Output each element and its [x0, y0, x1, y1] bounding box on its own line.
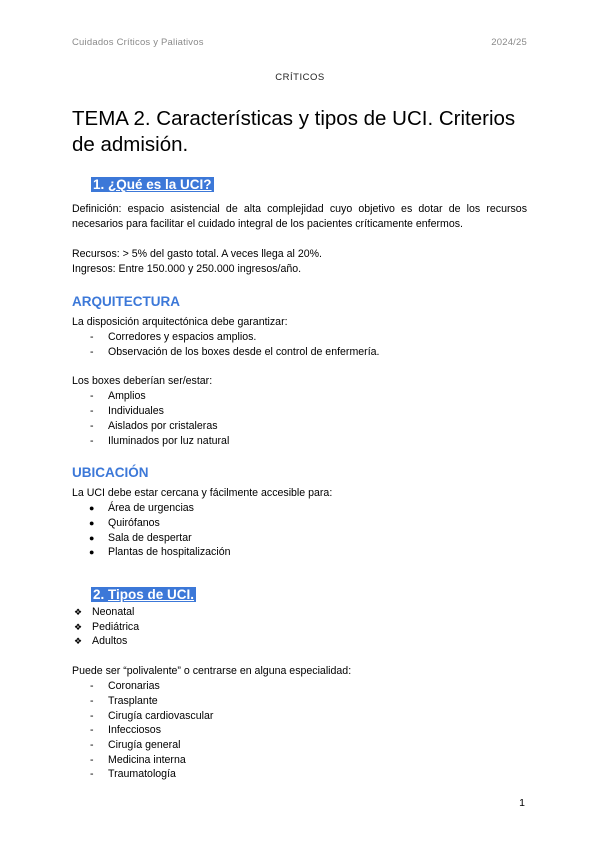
section-heading-text: ¿Qué es la UCI? [108, 177, 212, 192]
dash-bullet: - [90, 768, 94, 781]
section-number: 2. [93, 587, 105, 603]
dash-bullet: - [90, 390, 94, 403]
boxes-list [72, 389, 527, 448]
list-item: ● Sala de despertar [89, 531, 192, 544]
diamond-bullet-icon: ❖ [74, 636, 83, 647]
list-item: - Coronarias [90, 680, 160, 693]
running-header-year: 2024/25 [491, 37, 527, 48]
specialty-intro: Puede ser “polivalente” o centrarse en alguna especialidad: [72, 665, 352, 678]
diamond-bullet-icon: ❖ [74, 607, 83, 618]
list-item: - Amplios [90, 390, 146, 403]
list-item: - Corredores y espacios amplios. [90, 331, 257, 343]
section-heading-que-es-uci [91, 176, 527, 194]
dash-bullet: - [90, 680, 94, 693]
section-heading-text: Tipos de UCI. [108, 587, 195, 603]
boxes-intro: Los boxes deberían ser/estar: [72, 375, 213, 388]
section-number: 1. [93, 177, 105, 192]
ubicacion-list [72, 501, 527, 560]
list-item: - Trasplante [90, 694, 158, 707]
running-header-course: Cuidados Críticos y Paliativos [72, 37, 204, 48]
income-line: Ingresos: Entre 150.000 y 250.000 ingresos/año. [72, 263, 302, 275]
list-item: ❖ Neonatal [74, 606, 135, 619]
uci-types-list [72, 605, 527, 649]
dot-bullet-icon: ● [89, 503, 95, 514]
dash-bullet: - [90, 419, 94, 432]
section-heading-tipos-uci [91, 586, 527, 604]
arquitectura-intro: La disposición arquitectónica debe garantizar: [72, 316, 288, 328]
list-item: ● Área de urgencias [89, 502, 194, 515]
page-content [72, 106, 527, 782]
list-item: - Individuales [90, 405, 164, 418]
specialty-list [72, 679, 527, 782]
arquitectura-list [72, 330, 527, 359]
section-heading-ubicacion: UBICACIÓN [72, 465, 149, 481]
list-item: - Medicina interna [90, 753, 186, 766]
list-item: - Aislados por cristaleras [90, 419, 218, 432]
dot-bullet-icon: ● [89, 547, 95, 558]
list-item: - Observación de los boxes desde el control de enfermería. [90, 345, 380, 358]
section-heading-arquitectura: ARQUITECTURA [72, 294, 180, 309]
dash-bullet: - [90, 709, 94, 722]
dash-bullet: - [90, 724, 94, 737]
dash-bullet: - [90, 753, 94, 766]
dash-bullet: - [90, 738, 94, 751]
list-item: ❖ Adultos [74, 635, 128, 648]
dash-bullet: - [90, 694, 94, 707]
dash-bullet: - [90, 345, 94, 358]
ubicacion-intro: La UCI debe estar cercana y fácilmente accesible para: [72, 487, 333, 500]
diamond-bullet-icon: ❖ [74, 621, 83, 632]
list-item: - Infecciosos [90, 724, 161, 737]
dot-bullet-icon: ● [89, 517, 95, 528]
dash-bullet: - [90, 405, 94, 418]
list-item: ● Plantas de hospitalización [89, 546, 231, 559]
definition-paragraph: Definición: espacio asistencial de alta complejidad cuyo objetivo es dotar de los recursos necesarios para facilitar el cuidado integral de los pacientes críticamente enfermos. [72, 203, 527, 230]
list-item: ❖ Pediátrica [74, 620, 140, 633]
list-item: - Iluminados por luz natural [90, 434, 230, 447]
resources-line: Recursos: > 5% del gasto total. A veces llega al 20%. [72, 248, 322, 260]
list-item: ● Quirófanos [89, 516, 160, 529]
page-title: TEMA 2. Características y tipos de UCI. Criterios de admisión. [72, 107, 516, 156]
dash-bullet: - [90, 434, 94, 447]
list-item: - Traumatología [90, 768, 176, 781]
dash-bullet: - [90, 331, 94, 343]
list-item: - Cirugía cardiovascular [90, 709, 214, 722]
list-item: - Cirugía general [90, 738, 181, 751]
document-subtitle: CRÍTICOS [275, 72, 325, 83]
dot-bullet-icon: ● [89, 532, 95, 543]
page-number: 1 [519, 797, 525, 809]
